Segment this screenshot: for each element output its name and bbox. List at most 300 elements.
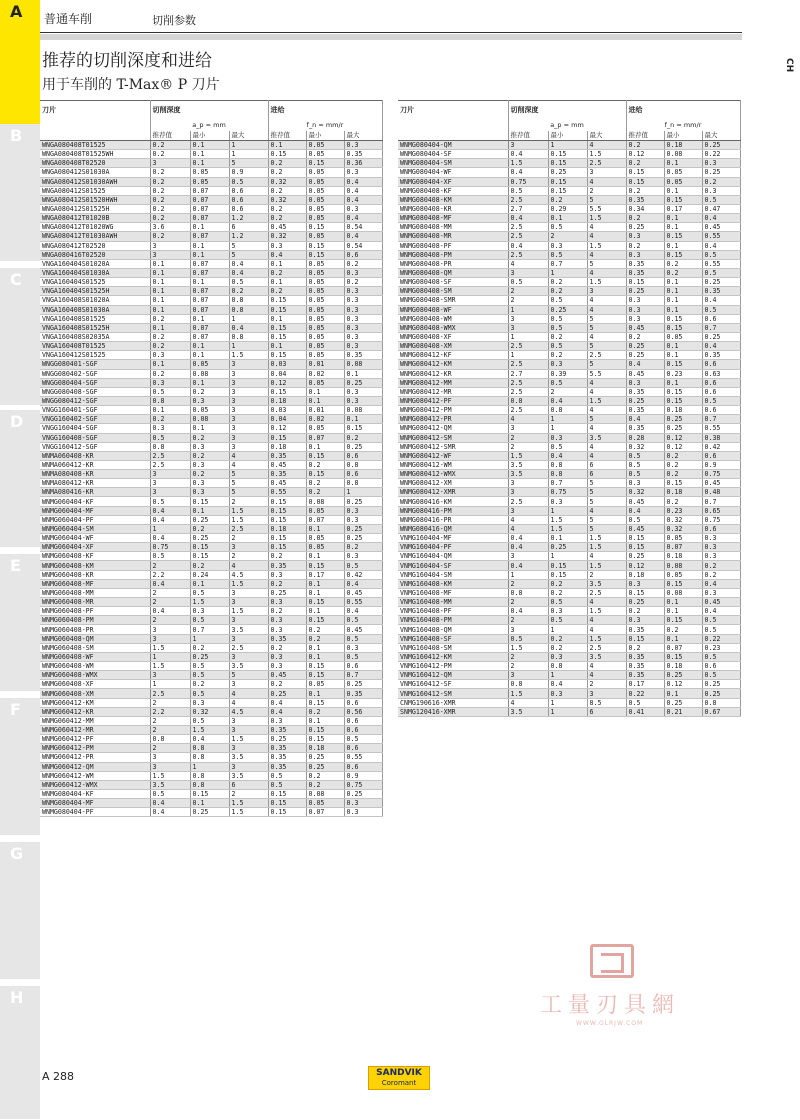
tab-a[interactable] bbox=[0, 0, 40, 138]
insert-code: WNGA080408T01525 bbox=[40, 141, 150, 150]
param-value: 0.15 bbox=[268, 515, 306, 524]
param-value: 0.1 bbox=[306, 716, 344, 725]
param-value: 0.1 bbox=[344, 369, 382, 378]
param-value: 0.35 bbox=[626, 387, 664, 396]
param-value: 0.2 bbox=[268, 186, 306, 195]
tab-e[interactable] bbox=[0, 554, 40, 692]
table-row bbox=[398, 671, 740, 680]
param-value: 0.2 bbox=[150, 186, 190, 195]
param-value: 0.56 bbox=[344, 707, 382, 716]
param-value: 1.5 bbox=[508, 451, 548, 460]
param-value: 3.5 bbox=[508, 470, 548, 479]
param-value: 5 bbox=[229, 671, 268, 680]
param-value: 0.8 bbox=[508, 680, 548, 689]
param-value: 3 bbox=[508, 424, 548, 433]
param-value: 0.6 bbox=[229, 186, 268, 195]
param-value: 0.6 bbox=[702, 360, 740, 369]
table-row bbox=[40, 689, 382, 698]
param-value: 3 bbox=[150, 241, 190, 250]
table-row bbox=[398, 543, 740, 552]
insert-code: VNGA160408S01525 bbox=[40, 314, 150, 323]
param-value: 1.5 bbox=[229, 515, 268, 524]
param-value: 2.7 bbox=[508, 204, 548, 213]
insert-code: VNGG160401-SGF bbox=[40, 406, 150, 415]
param-value: 2.5 bbox=[587, 643, 626, 652]
tab-h[interactable] bbox=[0, 986, 40, 1120]
param-value: 0.5 bbox=[150, 387, 190, 396]
insert-code: VNMG160408-MM bbox=[398, 598, 508, 607]
param-value: 0.45 bbox=[344, 588, 382, 597]
param-value: 0.05 bbox=[306, 168, 344, 177]
insert-code: WNMG060408-MF bbox=[40, 579, 150, 588]
param-value: 3 bbox=[229, 716, 268, 725]
insert-code: WNMG060408-MR bbox=[40, 598, 150, 607]
param-value: 0.4 bbox=[626, 415, 664, 424]
param-value: 0.2 bbox=[548, 643, 587, 652]
param-value: 3 bbox=[508, 479, 548, 488]
param-value: 2.5 bbox=[150, 689, 190, 698]
param-value: 0.25 bbox=[344, 378, 382, 387]
param-value: 0.5 bbox=[548, 616, 587, 625]
param-value: 0.1 bbox=[548, 534, 587, 543]
param-value: 0.4 bbox=[344, 214, 382, 223]
param-value: 0.05 bbox=[306, 506, 344, 515]
param-value: 0.4 bbox=[702, 296, 740, 305]
param-value: 1 bbox=[548, 698, 587, 707]
param-value: 0.55 bbox=[268, 488, 306, 497]
param-value: 0.25 bbox=[268, 735, 306, 744]
param-value: 0.2 bbox=[190, 561, 229, 570]
param-value: 1.5 bbox=[229, 607, 268, 616]
table-row bbox=[40, 342, 382, 351]
param-value: 0.8 bbox=[229, 305, 268, 314]
param-value: 4.5 bbox=[229, 707, 268, 716]
param-value: 0.05 bbox=[190, 360, 229, 369]
param-value: 0.3 bbox=[626, 378, 664, 387]
param-value: 0.5 bbox=[548, 223, 587, 232]
param-value: 0.6 bbox=[344, 250, 382, 259]
table-row bbox=[40, 707, 382, 716]
insert-code: VNGA160408S01525H bbox=[40, 323, 150, 332]
param-value: 0.2 bbox=[229, 287, 268, 296]
insert-code: WNMG060408-QM bbox=[40, 634, 150, 643]
param-value: 1.5 bbox=[508, 643, 548, 652]
param-value: 0.3 bbox=[344, 387, 382, 396]
param-value: 4 bbox=[587, 177, 626, 186]
param-value: 0.25 bbox=[702, 141, 740, 150]
param-value: 0.4 bbox=[344, 186, 382, 195]
param-value: 0.4 bbox=[190, 735, 229, 744]
param-value: 0.1 bbox=[268, 278, 306, 287]
param-value: 0.1 bbox=[664, 186, 702, 195]
watermark-text: 工量刃具網 bbox=[540, 993, 681, 1018]
param-value: 0.39 bbox=[548, 369, 587, 378]
insert-code: WNMG080412-PR bbox=[398, 415, 508, 424]
insert-code: WNMG080408-SMR bbox=[398, 296, 508, 305]
param-value: 0.3 bbox=[626, 479, 664, 488]
table-row bbox=[398, 268, 740, 277]
param-value: 5 bbox=[229, 159, 268, 168]
table-row bbox=[398, 598, 740, 607]
insert-code: WNMG060404-KF bbox=[40, 497, 150, 506]
param-value: 2.5 bbox=[587, 351, 626, 360]
param-value: 4 bbox=[587, 378, 626, 387]
param-value: 3 bbox=[150, 470, 190, 479]
param-value: 0.05 bbox=[306, 314, 344, 323]
param-value: 2 bbox=[587, 570, 626, 579]
param-value: 5 bbox=[229, 250, 268, 259]
param-value: 0.38 bbox=[702, 433, 740, 442]
param-value: 0.15 bbox=[664, 579, 702, 588]
param-value: 0.6 bbox=[702, 451, 740, 460]
param-value: 5 bbox=[587, 497, 626, 506]
param-value: 0.35 bbox=[268, 726, 306, 735]
param-value: 0.2 bbox=[548, 579, 587, 588]
param-value: 1 bbox=[229, 342, 268, 351]
param-value: 1.5 bbox=[229, 579, 268, 588]
param-value: 0.3 bbox=[268, 241, 306, 250]
param-value: 0.35 bbox=[268, 634, 306, 643]
param-value: 0.08 bbox=[664, 150, 702, 159]
param-value: 0.5 bbox=[508, 634, 548, 643]
table-row bbox=[398, 204, 740, 213]
param-value: 0.55 bbox=[344, 598, 382, 607]
param-value: 3 bbox=[587, 287, 626, 296]
param-value: 0.35 bbox=[268, 753, 306, 762]
param-value: 0.5 bbox=[548, 250, 587, 259]
param-value: 0.42 bbox=[344, 570, 382, 579]
param-value: 0.45 bbox=[626, 497, 664, 506]
param-value: 0.4 bbox=[508, 543, 548, 552]
table-row bbox=[398, 168, 740, 177]
param-value: 0.2 bbox=[268, 168, 306, 177]
param-value: 0.3 bbox=[190, 488, 229, 497]
insert-code: WNMG080408-WMX bbox=[398, 323, 508, 332]
param-value: 0.2 bbox=[268, 268, 306, 277]
param-value: 3 bbox=[150, 753, 190, 762]
param-value: 2 bbox=[229, 497, 268, 506]
insert-code: WNMG060408-XF bbox=[40, 680, 150, 689]
param-value: 0.2 bbox=[268, 287, 306, 296]
tab-c[interactable] bbox=[0, 268, 40, 406]
param-value: 0.25 bbox=[268, 588, 306, 597]
param-value: 0.35 bbox=[268, 451, 306, 460]
table-row bbox=[40, 433, 382, 442]
param-value: 0.25 bbox=[664, 671, 702, 680]
table-row bbox=[40, 351, 382, 360]
param-value: 0.5 bbox=[702, 652, 740, 661]
param-value: 0.1 bbox=[664, 296, 702, 305]
param-value: 0.32 bbox=[268, 177, 306, 186]
param-value: 1.5 bbox=[190, 726, 229, 735]
param-value: 0.25 bbox=[702, 680, 740, 689]
param-value: 0.1 bbox=[190, 150, 229, 159]
param-value: 0.45 bbox=[626, 323, 664, 332]
param-value: 0.2 bbox=[150, 415, 190, 424]
insert-code: WNGA080412T01020B bbox=[40, 214, 150, 223]
table-row bbox=[398, 488, 740, 497]
insert-code: VNMG160412-SF bbox=[398, 680, 508, 689]
table-row bbox=[398, 223, 740, 232]
param-value: 4 bbox=[508, 698, 548, 707]
param-value: 0.1 bbox=[548, 214, 587, 223]
insert-code: WNMG080408-MF bbox=[398, 214, 508, 223]
param-value: 6 bbox=[587, 470, 626, 479]
param-value: 0.1 bbox=[664, 342, 702, 351]
param-value: 4 bbox=[587, 387, 626, 396]
param-value: 0.5 bbox=[150, 789, 190, 798]
insert-code: WNMG080412-KM bbox=[398, 360, 508, 369]
param-value: 0.5 bbox=[702, 305, 740, 314]
table-row bbox=[40, 716, 382, 725]
param-value: 4 bbox=[587, 332, 626, 341]
param-value: 3.5 bbox=[587, 579, 626, 588]
param-value: 0.15 bbox=[268, 332, 306, 341]
param-value: 0.2 bbox=[306, 707, 344, 716]
param-value: 0.45 bbox=[702, 223, 740, 232]
param-value: 0.15 bbox=[664, 195, 702, 204]
param-value: 0.22 bbox=[702, 150, 740, 159]
tab-d[interactable] bbox=[0, 410, 40, 548]
param-value: 0.3 bbox=[548, 433, 587, 442]
param-value: 5 bbox=[587, 415, 626, 424]
param-value: 0.22 bbox=[702, 634, 740, 643]
tab-f[interactable] bbox=[0, 698, 40, 836]
param-value: 0.5 bbox=[344, 735, 382, 744]
table-row bbox=[398, 570, 740, 579]
param-value: 0.15 bbox=[626, 543, 664, 552]
table-row bbox=[398, 323, 740, 332]
table-row bbox=[40, 744, 382, 753]
param-value: 2.5 bbox=[508, 195, 548, 204]
insert-code: VNMG160408-MF bbox=[398, 588, 508, 597]
param-value: 0.2 bbox=[190, 433, 229, 442]
param-value: 1 bbox=[150, 680, 190, 689]
param-value: 0.1 bbox=[306, 579, 344, 588]
param-value: 0.4 bbox=[229, 323, 268, 332]
param-value: 0.05 bbox=[306, 332, 344, 341]
param-value: 0.1 bbox=[664, 607, 702, 616]
param-value: 0.5 bbox=[702, 625, 740, 634]
insert-code: WNMG060412-MM bbox=[40, 716, 150, 725]
param-value: 0.12 bbox=[268, 424, 306, 433]
insert-code: WNGA080412S01520HWH bbox=[40, 195, 150, 204]
param-value: 0.2 bbox=[150, 369, 190, 378]
param-value: 4 bbox=[508, 524, 548, 533]
table-row bbox=[398, 241, 740, 250]
param-value: 5 bbox=[587, 342, 626, 351]
param-value: 2.5 bbox=[508, 223, 548, 232]
param-value: 0.35 bbox=[268, 762, 306, 771]
param-value: 0.15 bbox=[190, 552, 229, 561]
param-value: 0.5 bbox=[344, 561, 382, 570]
param-value: 0.2 bbox=[150, 232, 190, 241]
param-value: 0.2 bbox=[626, 141, 664, 150]
param-value: 0.8 bbox=[150, 442, 190, 451]
param-value: 0.5 bbox=[702, 671, 740, 680]
param-value: 0.3 bbox=[344, 552, 382, 561]
table-row bbox=[40, 762, 382, 771]
param-value: 1.5 bbox=[587, 543, 626, 552]
param-value: 0.9 bbox=[229, 168, 268, 177]
table-row bbox=[40, 698, 382, 707]
param-value: 3.5 bbox=[150, 780, 190, 789]
param-value: 0.55 bbox=[702, 424, 740, 433]
table-row bbox=[398, 378, 740, 387]
param-value: 0.08 bbox=[344, 406, 382, 415]
param-value: 0.7 bbox=[548, 259, 587, 268]
param-value: 1.5 bbox=[229, 351, 268, 360]
param-value: 0.5 bbox=[702, 195, 740, 204]
insert-code: WNMG080404-SM bbox=[398, 159, 508, 168]
param-value: 0.2 bbox=[664, 451, 702, 460]
param-value: 0.35 bbox=[268, 744, 306, 753]
tab-b[interactable] bbox=[0, 124, 40, 262]
param-value: 0.18 bbox=[664, 552, 702, 561]
insert-code: WNMG080408-QM bbox=[398, 268, 508, 277]
param-value: 0.4 bbox=[150, 506, 190, 515]
tab-g[interactable] bbox=[0, 842, 40, 980]
param-value: 0.15 bbox=[268, 808, 306, 817]
table-row bbox=[40, 470, 382, 479]
table-row bbox=[40, 241, 382, 250]
param-value: 0.5 bbox=[190, 716, 229, 725]
param-value: 0.25 bbox=[702, 689, 740, 698]
param-value: 0.55 bbox=[702, 259, 740, 268]
param-value: 0.2 bbox=[306, 634, 344, 643]
param-value: 5 bbox=[587, 488, 626, 497]
param-value: 0.1 bbox=[150, 360, 190, 369]
insert-code: WNMG080412-SM bbox=[398, 433, 508, 442]
param-value: 0.3 bbox=[344, 808, 382, 817]
param-value: 0.5 bbox=[190, 662, 229, 671]
param-value: 0.04 bbox=[268, 415, 306, 424]
param-value: 0.07 bbox=[190, 287, 229, 296]
col-depth: 切削深度 bbox=[150, 101, 268, 120]
param-value: 1 bbox=[548, 671, 587, 680]
param-value: 5 bbox=[587, 524, 626, 533]
param-value: 0.25 bbox=[548, 543, 587, 552]
param-value: 0.3 bbox=[344, 204, 382, 213]
param-value: 0.15 bbox=[306, 698, 344, 707]
table-row bbox=[398, 579, 740, 588]
param-value: 6 bbox=[229, 780, 268, 789]
table-row bbox=[398, 424, 740, 433]
table-row bbox=[40, 150, 382, 159]
tab-letter: E bbox=[10, 556, 21, 575]
param-value: 0.8 bbox=[508, 588, 548, 597]
param-value: 1.5 bbox=[150, 662, 190, 671]
table-row bbox=[40, 588, 382, 597]
insert-code: WNMA080408-KR bbox=[40, 470, 150, 479]
param-value: 1.5 bbox=[587, 534, 626, 543]
param-value: 0.15 bbox=[548, 150, 587, 159]
param-value: 0.3 bbox=[344, 323, 382, 332]
param-value: 0.2 bbox=[190, 387, 229, 396]
table-row bbox=[398, 698, 740, 707]
param-value: 8.5 bbox=[587, 698, 626, 707]
param-value: 3 bbox=[229, 543, 268, 552]
table-row bbox=[40, 634, 382, 643]
param-value: 0.05 bbox=[190, 406, 229, 415]
table-row bbox=[40, 186, 382, 195]
table-row bbox=[398, 296, 740, 305]
table-row bbox=[398, 314, 740, 323]
table-row bbox=[40, 543, 382, 552]
param-value: 3.5 bbox=[229, 771, 268, 780]
param-value: 0.45 bbox=[268, 223, 306, 232]
param-value: 0.1 bbox=[190, 579, 229, 588]
param-value: 0.15 bbox=[626, 177, 664, 186]
param-value: 5 bbox=[587, 314, 626, 323]
param-value: 0.12 bbox=[664, 680, 702, 689]
param-value: 2.5 bbox=[587, 588, 626, 597]
param-value: 0.05 bbox=[306, 799, 344, 808]
param-value: 1.5 bbox=[587, 214, 626, 223]
param-value: 0.4 bbox=[548, 680, 587, 689]
table-row bbox=[398, 515, 740, 524]
table-row bbox=[40, 369, 382, 378]
param-value: 0.1 bbox=[190, 424, 229, 433]
param-value: 0.3 bbox=[626, 296, 664, 305]
param-value: 1.5 bbox=[229, 799, 268, 808]
param-value: 0.45 bbox=[268, 460, 306, 469]
param-value: 2.5 bbox=[508, 387, 548, 396]
param-value: 0.3 bbox=[548, 607, 587, 616]
section-tabs bbox=[0, 0, 40, 1120]
param-value: 0.2 bbox=[190, 451, 229, 460]
param-value: 3 bbox=[508, 625, 548, 634]
insert-code: VNGA160404S01525H bbox=[40, 287, 150, 296]
param-value: 0.8 bbox=[190, 744, 229, 753]
param-value: 0.2 bbox=[150, 204, 190, 213]
param-value: 0.3 bbox=[702, 543, 740, 552]
param-value: 0.15 bbox=[268, 296, 306, 305]
param-value: 0.1 bbox=[664, 378, 702, 387]
param-value: 0.1 bbox=[190, 278, 229, 287]
param-value: 3 bbox=[587, 689, 626, 698]
page-number: A 288 bbox=[42, 1070, 75, 1083]
param-value: 0.2 bbox=[268, 552, 306, 561]
param-value: 0.15 bbox=[190, 789, 229, 798]
param-value: 0.4 bbox=[268, 250, 306, 259]
insert-code: WNMG060408-PM bbox=[40, 616, 150, 625]
tab-letter: F bbox=[10, 700, 21, 719]
param-value: 4 bbox=[587, 305, 626, 314]
param-value: 0.5 bbox=[229, 278, 268, 287]
param-value: 0.15 bbox=[190, 543, 229, 552]
param-value: 1.5 bbox=[587, 607, 626, 616]
param-value: 0.9 bbox=[344, 771, 382, 780]
param-value: 0.6 bbox=[344, 451, 382, 460]
param-value: 0.15 bbox=[548, 159, 587, 168]
param-value: 0.3 bbox=[344, 342, 382, 351]
param-value: 2 bbox=[229, 534, 268, 543]
param-value: 3 bbox=[150, 671, 190, 680]
insert-code: VNGA160408S02035A bbox=[40, 332, 150, 341]
param-value: 4 bbox=[587, 662, 626, 671]
param-value: 0.8 bbox=[344, 460, 382, 469]
param-value: 0.5 bbox=[344, 616, 382, 625]
table-row bbox=[40, 141, 382, 150]
param-value: 4 bbox=[587, 598, 626, 607]
param-value: 0.15 bbox=[306, 735, 344, 744]
param-value: 0.05 bbox=[664, 570, 702, 579]
param-value: 0.8 bbox=[190, 771, 229, 780]
param-value: 2 bbox=[508, 598, 548, 607]
param-value: 4 bbox=[229, 689, 268, 698]
param-value: 0.25 bbox=[626, 552, 664, 561]
